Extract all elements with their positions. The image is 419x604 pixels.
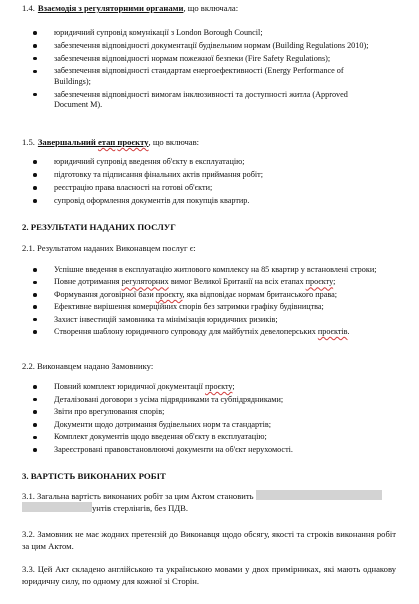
list-item: Формування договірної бази проєкту, яка відповідає нормам британського права; [30, 290, 384, 300]
redacted-amount [256, 490, 382, 500]
list-item: Успішне введення в експлуатацію житлового комплексу на 85 квартир у встановлені строки; [30, 265, 384, 275]
list-item: Ефективне вирішення комерційних спорів без затримки графіку будівництва; [30, 302, 384, 312]
list-item: Зареєстровані правовстановлюючі документи на об'єкт нерухомості. [30, 445, 384, 455]
section-1-4-title: Взаємодія з регуляторними органами [37, 3, 184, 13]
list-item: Повний комплект юридичної документації проєкту; [30, 382, 384, 392]
list-item: юридичний супровід введення об'єкту в експлуатацію; [30, 157, 382, 167]
list-item: Деталізовані договори з усіма підрядниками та субпідрядниками; [30, 395, 384, 405]
section-3-heading: 3. ВАРТІСТЬ ВИКОНАНИХ РОБІТ [22, 471, 166, 481]
redacted-amount-continued [22, 502, 92, 512]
list-item: забезпечення відповідності нормам пожежної безпеки (Fire Safety Regulations); [30, 54, 382, 64]
list-item: забезпечення відповідності документації будівельним нормам (Building Regulations 2010); [30, 41, 382, 51]
list-item: Звіти про врегулювання спорів; [30, 407, 384, 417]
section-1-5-heading: 1.5. Завершальний етап проєкту, що включав: [22, 137, 200, 147]
list-item: супровід оформлення документів для покупців квартир. [30, 196, 382, 206]
list-item: юридичний супровід комунікації з London Borough Council; [30, 28, 382, 38]
list-item: забезпечення відповідності стандартам енергоефективності (Energy Performance of Buildings); [30, 66, 382, 87]
section-2-heading: 2. РЕЗУЛЬТАТИ НАДАНИХ ПОСЛУГ [22, 222, 176, 232]
paragraph-3-3: 3.3. Цей Акт складено англійською та українською мовами у двох примірниках, які мають однакову юридичну силу, по одному для кожної зі Сторін. [22, 564, 396, 586]
section-1-5-title: Завершальний етап проєкту [37, 137, 149, 147]
list-item: Захист інвестицій замовника та мінімізація юридичних ризиків; [30, 315, 384, 325]
list-item: реєстрацію права власності на готові об'єкти; [30, 183, 382, 193]
list-item: забезпечення відповідності вимогам інклюзивності та доступності житла (Approved Document M). [30, 90, 382, 111]
list-item: Документи щодо дотримання будівельних норм та стандартів; [30, 420, 384, 430]
section-1-4-list [30, 28, 382, 110]
list-item: Створення шаблону юридичного супроводу для майбутніх девелоперських проєктів. [30, 327, 384, 337]
paragraph-3-1: 3.1. Загальна вартість виконаних робіт за цим Актом становить унтів стерлінгів, без ПДВ. [22, 490, 396, 514]
list-item: Повне дотримання регуляторних вимог Великої Британії на всіх етапах проєкту; [30, 277, 384, 287]
list-item: Комплект документів щодо введення об'єкту в експлуатацію; [30, 432, 384, 442]
section-2-2-list [30, 382, 384, 455]
paragraph-2-1: 2.1. Результатом наданих Виконавцем послуг є: [22, 243, 196, 253]
list-item: підготовку та підписання фінальних актів приймання робіт; [30, 170, 382, 180]
paragraph-3-2: 3.2. Замовник не має жодних претензій до Виконавця щодо обсягу, якості та строків виконання робіт за цим Актом. [22, 529, 396, 551]
paragraph-2-2: 2.2. Виконавцем надано Замовнику: [22, 361, 154, 371]
section-2-1-list [30, 265, 384, 337]
section-1-5-list [30, 157, 382, 206]
section-1-4-heading: 1.4. Взаємодія з регуляторними органами, що включала: [22, 3, 239, 13]
